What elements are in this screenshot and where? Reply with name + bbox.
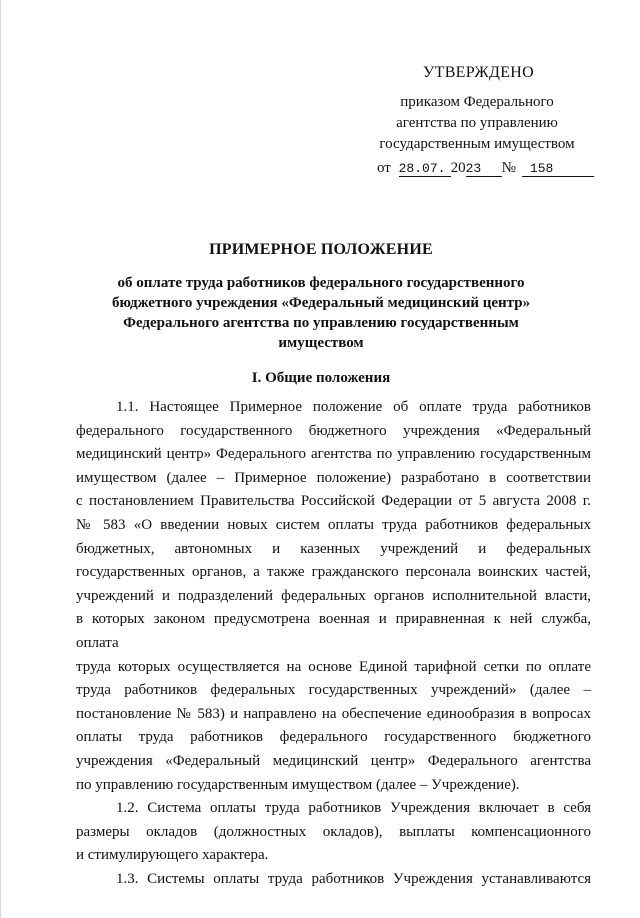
approval-line: агентства по управлению — [396, 115, 558, 131]
subtitle-line: имуществом — [278, 335, 364, 351]
body-line: оплаты труда работников федерального государственного бюджетного — [76, 729, 591, 746]
body-line: труда которых осуществляется на основе Единой тарифной сетки по оплате — [76, 658, 591, 675]
order-date-line — [377, 160, 594, 177]
year-suffix: 23 — [466, 161, 502, 177]
section-heading: I. Общие положения — [251, 370, 391, 386]
body-line: учреждения «Федеральный медицинский центр» Федерального агентства — [76, 752, 591, 769]
body-line: 1.1. Настоящее Примерное положение об оплате труда работников — [116, 399, 591, 415]
approval-line: приказом Федерального — [400, 94, 554, 110]
body-line: государственных органов, а также гражданского персонала воинских частей, — [76, 564, 591, 581]
body-line: и стимулирующего характера. — [76, 847, 269, 864]
body-line: постановление № 583) и направлено на обеспечение единообразия в вопросах — [76, 705, 591, 722]
body-line: бюджетных, автономных и казенных учреждений и федеральных — [76, 540, 591, 557]
approval-line: государственным имуществом — [379, 136, 575, 152]
body-line: 1.3. Системы оплаты труда работников Учреждения устанавливаются — [116, 870, 591, 887]
year-prefix: 20 — [450, 160, 466, 176]
subtitle-line: Федерального агентства по управлению государственным — [123, 315, 519, 331]
body-text — [76, 396, 591, 891]
body-line: федерального государственного бюджетного учреждения «Федеральный — [76, 422, 591, 439]
number-label: № — [501, 160, 516, 176]
approval-block — [377, 64, 607, 155]
from-label: от — [377, 160, 391, 176]
subtitle-line: об оплате труда работников федерального государственного — [117, 275, 525, 291]
subtitle-line: бюджетного учреждения «Федеральный медицинский центр» — [111, 295, 531, 311]
body-line: размеры окладов (должностных окладов), выплаты компенсационного — [76, 823, 591, 840]
body-line: с постановлением Правительства Российской Федерации от 5 августа 2008 г. — [76, 493, 591, 510]
body-line: труда работников федеральных государственных учреждений» (далее – — [76, 682, 591, 699]
body-line: учреждений и подразделений федеральных органов исполнительной власти, — [76, 587, 591, 604]
document-title: ПРИМЕРНОЕ ПОЛОЖЕНИЕ — [209, 241, 433, 258]
body-line: медицинский центр» Федерального агентства по управлению государственным — [76, 446, 591, 463]
body-line: по управлению государственным имуществом (далее – Учреждение). — [76, 776, 520, 793]
order-date: 28.07. — [399, 161, 451, 177]
body-line: имуществом (далее – Примерное положение) разработано в соответствии — [76, 469, 591, 486]
body-line: в которых законом предусмотрена военная и приравненная к ней служба, оплата — [76, 611, 591, 651]
approval-heading: УТВЕРЖДЕНО — [423, 64, 535, 81]
body-line: 1.2. Система оплаты труда работников Учреждения включает в себя — [116, 800, 591, 817]
body-line: № 583 «О введении новых систем оплаты труда работников федеральных — [76, 516, 591, 533]
document-subtitle — [1, 273, 640, 353]
order-number: 158 — [522, 161, 594, 177]
